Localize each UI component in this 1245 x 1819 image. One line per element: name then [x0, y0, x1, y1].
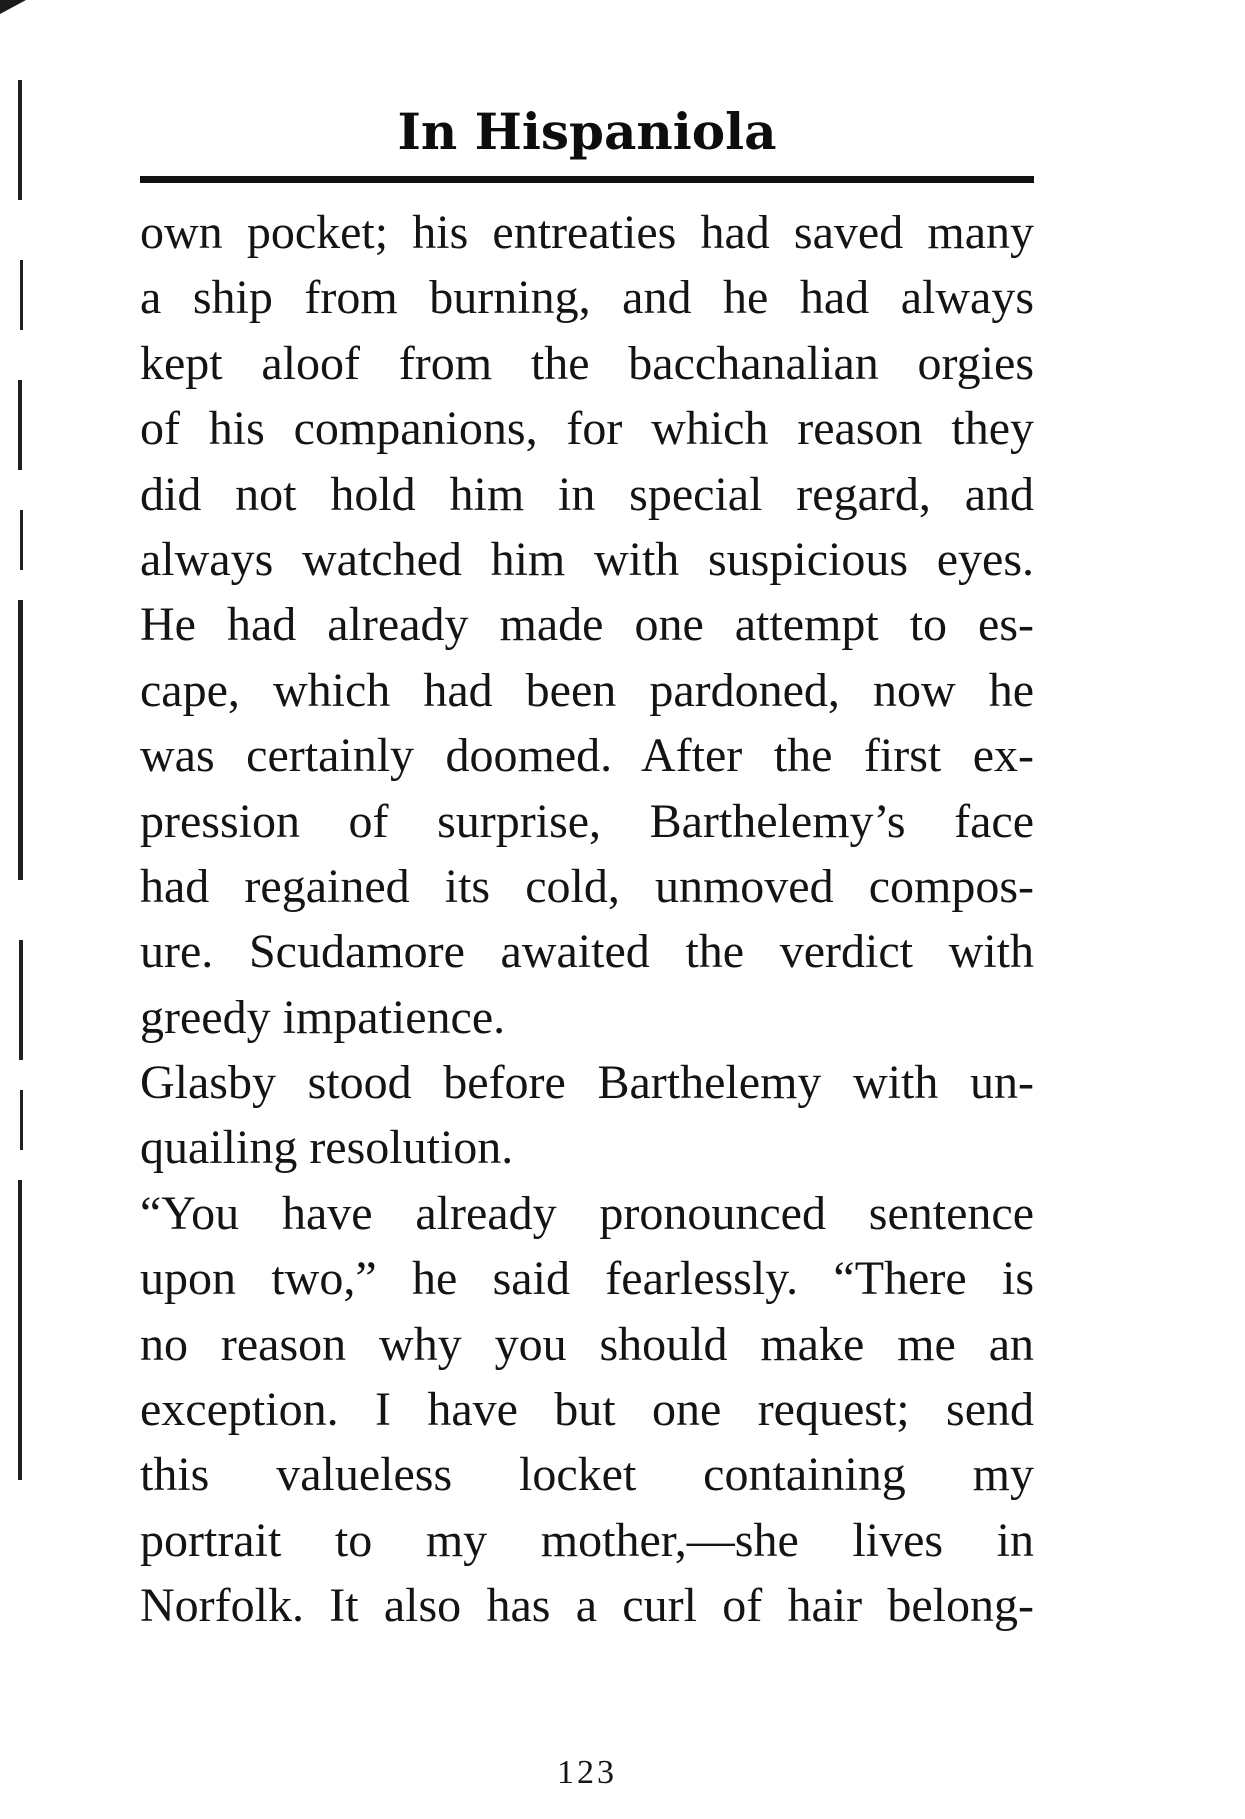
- text-line: Norfolk. It also has a curl of hair belong-: [140, 1579, 1034, 1633]
- text-line: kept aloof from the bacchanalian orgies: [140, 336, 1034, 390]
- text-line: was certainly doomed. After the first ex-: [140, 729, 1034, 783]
- body-text: [140, 200, 1034, 1639]
- scan-corner-mark: [0, 0, 26, 14]
- running-head: In Hispaniola: [397, 102, 777, 161]
- text-line: cape, which had been pardoned, now he: [140, 663, 1034, 717]
- text-line: a ship from burning, and he had always: [140, 271, 1034, 325]
- text-line: He had already made one attempt to es-: [140, 598, 1034, 652]
- text-line: greedy impatience.: [140, 990, 506, 1044]
- text-line: this valueless locket containing my: [140, 1448, 1034, 1502]
- text-line: had regained its cold, unmoved compos-: [140, 859, 1034, 913]
- text-line: ure. Scudamore awaited the verdict with: [140, 925, 1034, 979]
- text-line: portrait to my mother,—she lives in: [140, 1513, 1034, 1567]
- text-line: no reason why you should make me an: [140, 1317, 1034, 1371]
- text-line: of his companions, for which reason they: [140, 402, 1034, 456]
- text-line: quailing resolution.: [140, 1121, 514, 1175]
- text-line: pression of surprise, Barthelemy’s face: [140, 794, 1034, 848]
- binding-gutter-shadow: [18, 80, 32, 1480]
- text-line: “You have already pronounced sentence: [140, 1186, 1034, 1240]
- text-line: own pocket; his entreaties had saved many: [140, 206, 1034, 259]
- page-number: 123: [557, 1754, 617, 1791]
- text-line: upon two,” he said fearlessly. “There is: [140, 1252, 1034, 1306]
- text-line: exception. I have but one request; send: [140, 1383, 1034, 1437]
- text-line: did not hold him in special regard, and: [140, 467, 1034, 521]
- text-line: always watched him with suspicious eyes.: [140, 532, 1034, 586]
- header-rule: [140, 176, 1034, 183]
- text-line: Glasby stood before Barthelemy with un-: [140, 1056, 1034, 1110]
